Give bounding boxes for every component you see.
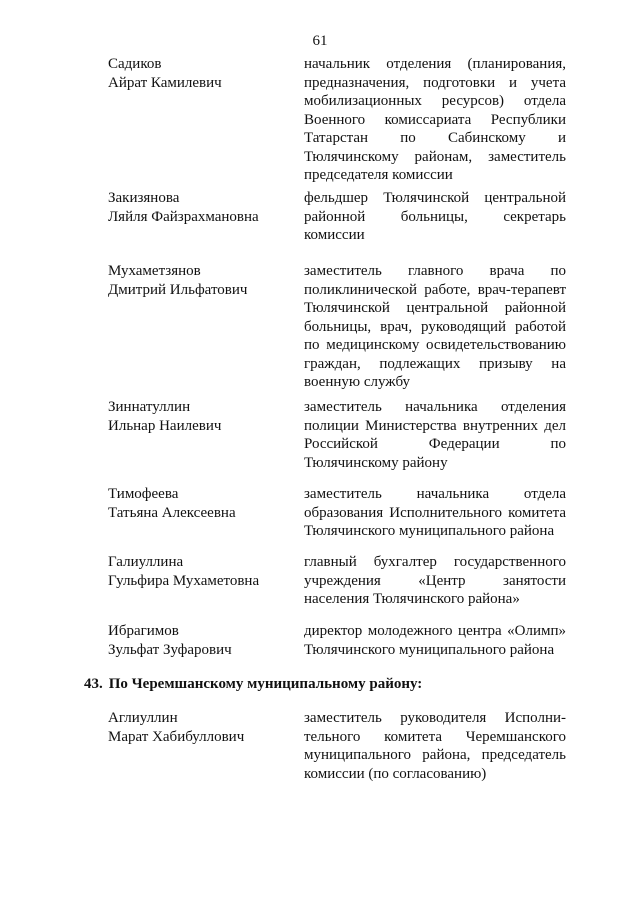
member-role: фельдшер Тюлячинской центральной районной больницы, секретарь комиссии: [304, 190, 566, 243]
section-number: 43.: [84, 676, 103, 692]
member-given-name: Дмитрий Ильфатович: [108, 282, 248, 298]
member-name: [108, 189, 293, 227]
member-given-name: Гульфира Мухаметовна: [108, 573, 260, 589]
member-role: главный бухгалтер государственного учреждения «Центр занятости населения Тюлячинского района»: [304, 554, 566, 607]
member-given-name: Татьяна Алексеевна: [108, 505, 236, 521]
member-name: [108, 485, 293, 523]
member-role: заместитель руководителя Исполни-тельного комитета Черемшанского муниципального района, председатель комиссии (по согласованию): [304, 710, 566, 782]
member-name: [108, 622, 293, 660]
member-name: [108, 262, 293, 300]
member-given-name: Ильнар Наилевич: [108, 418, 222, 434]
member-name: [108, 553, 293, 591]
member-surname: Закизянова: [108, 190, 180, 206]
member-role: начальник отделения (планирования, предназначения, подготовки и учета мобилизационных ресурсов) отдела Военного комиссариата Республики Татарстан по Сабинскому и Тюлячинскому районам, заместитель председателя комиссии: [304, 56, 566, 183]
member-given-name: Ляйля Файзрахмановна: [108, 209, 259, 225]
member-surname: Мухаметзянов: [108, 263, 201, 279]
member-role: заместитель начальника отделения полиции Министерства внутренних дел Российской Федерации по Тюлячинскому району: [304, 399, 566, 471]
member-given-name: Марат Хабибуллович: [108, 729, 245, 745]
member-name: [108, 55, 293, 93]
member-role: директор молодежного центра «Олимп» Тюлячинского муниципального района: [304, 623, 566, 658]
section-heading: [84, 676, 422, 693]
section-title: По Черемшанскому муниципальному району:: [108, 676, 423, 692]
page-number: 61: [312, 33, 328, 49]
member-surname: Аглиуллин: [108, 710, 178, 726]
member-given-name: Зульфат Зуфарович: [108, 642, 232, 658]
member-surname: Ибрагимов: [108, 623, 179, 639]
member-name: [108, 709, 293, 747]
member-role: заместитель главного врача по поликлинической работе, врач-терапевт Тюлячинской центральной районной больницы, врач, руководящий работой по медицинскому освидетельствованию граждан, подлежащих призыву на военную службу: [304, 263, 566, 390]
member-given-name: Айрат Камилевич: [108, 75, 222, 91]
member-name: [108, 398, 293, 436]
member-surname: Тимофеева: [108, 486, 179, 502]
member-role: заместитель начальника отдела образования Исполнительного комитета Тюлячинского муниципального района: [304, 486, 566, 539]
member-surname: Зиннатуллин: [108, 399, 191, 415]
member-surname: Галиуллина: [108, 554, 184, 570]
member-surname: Садиков: [108, 56, 162, 72]
